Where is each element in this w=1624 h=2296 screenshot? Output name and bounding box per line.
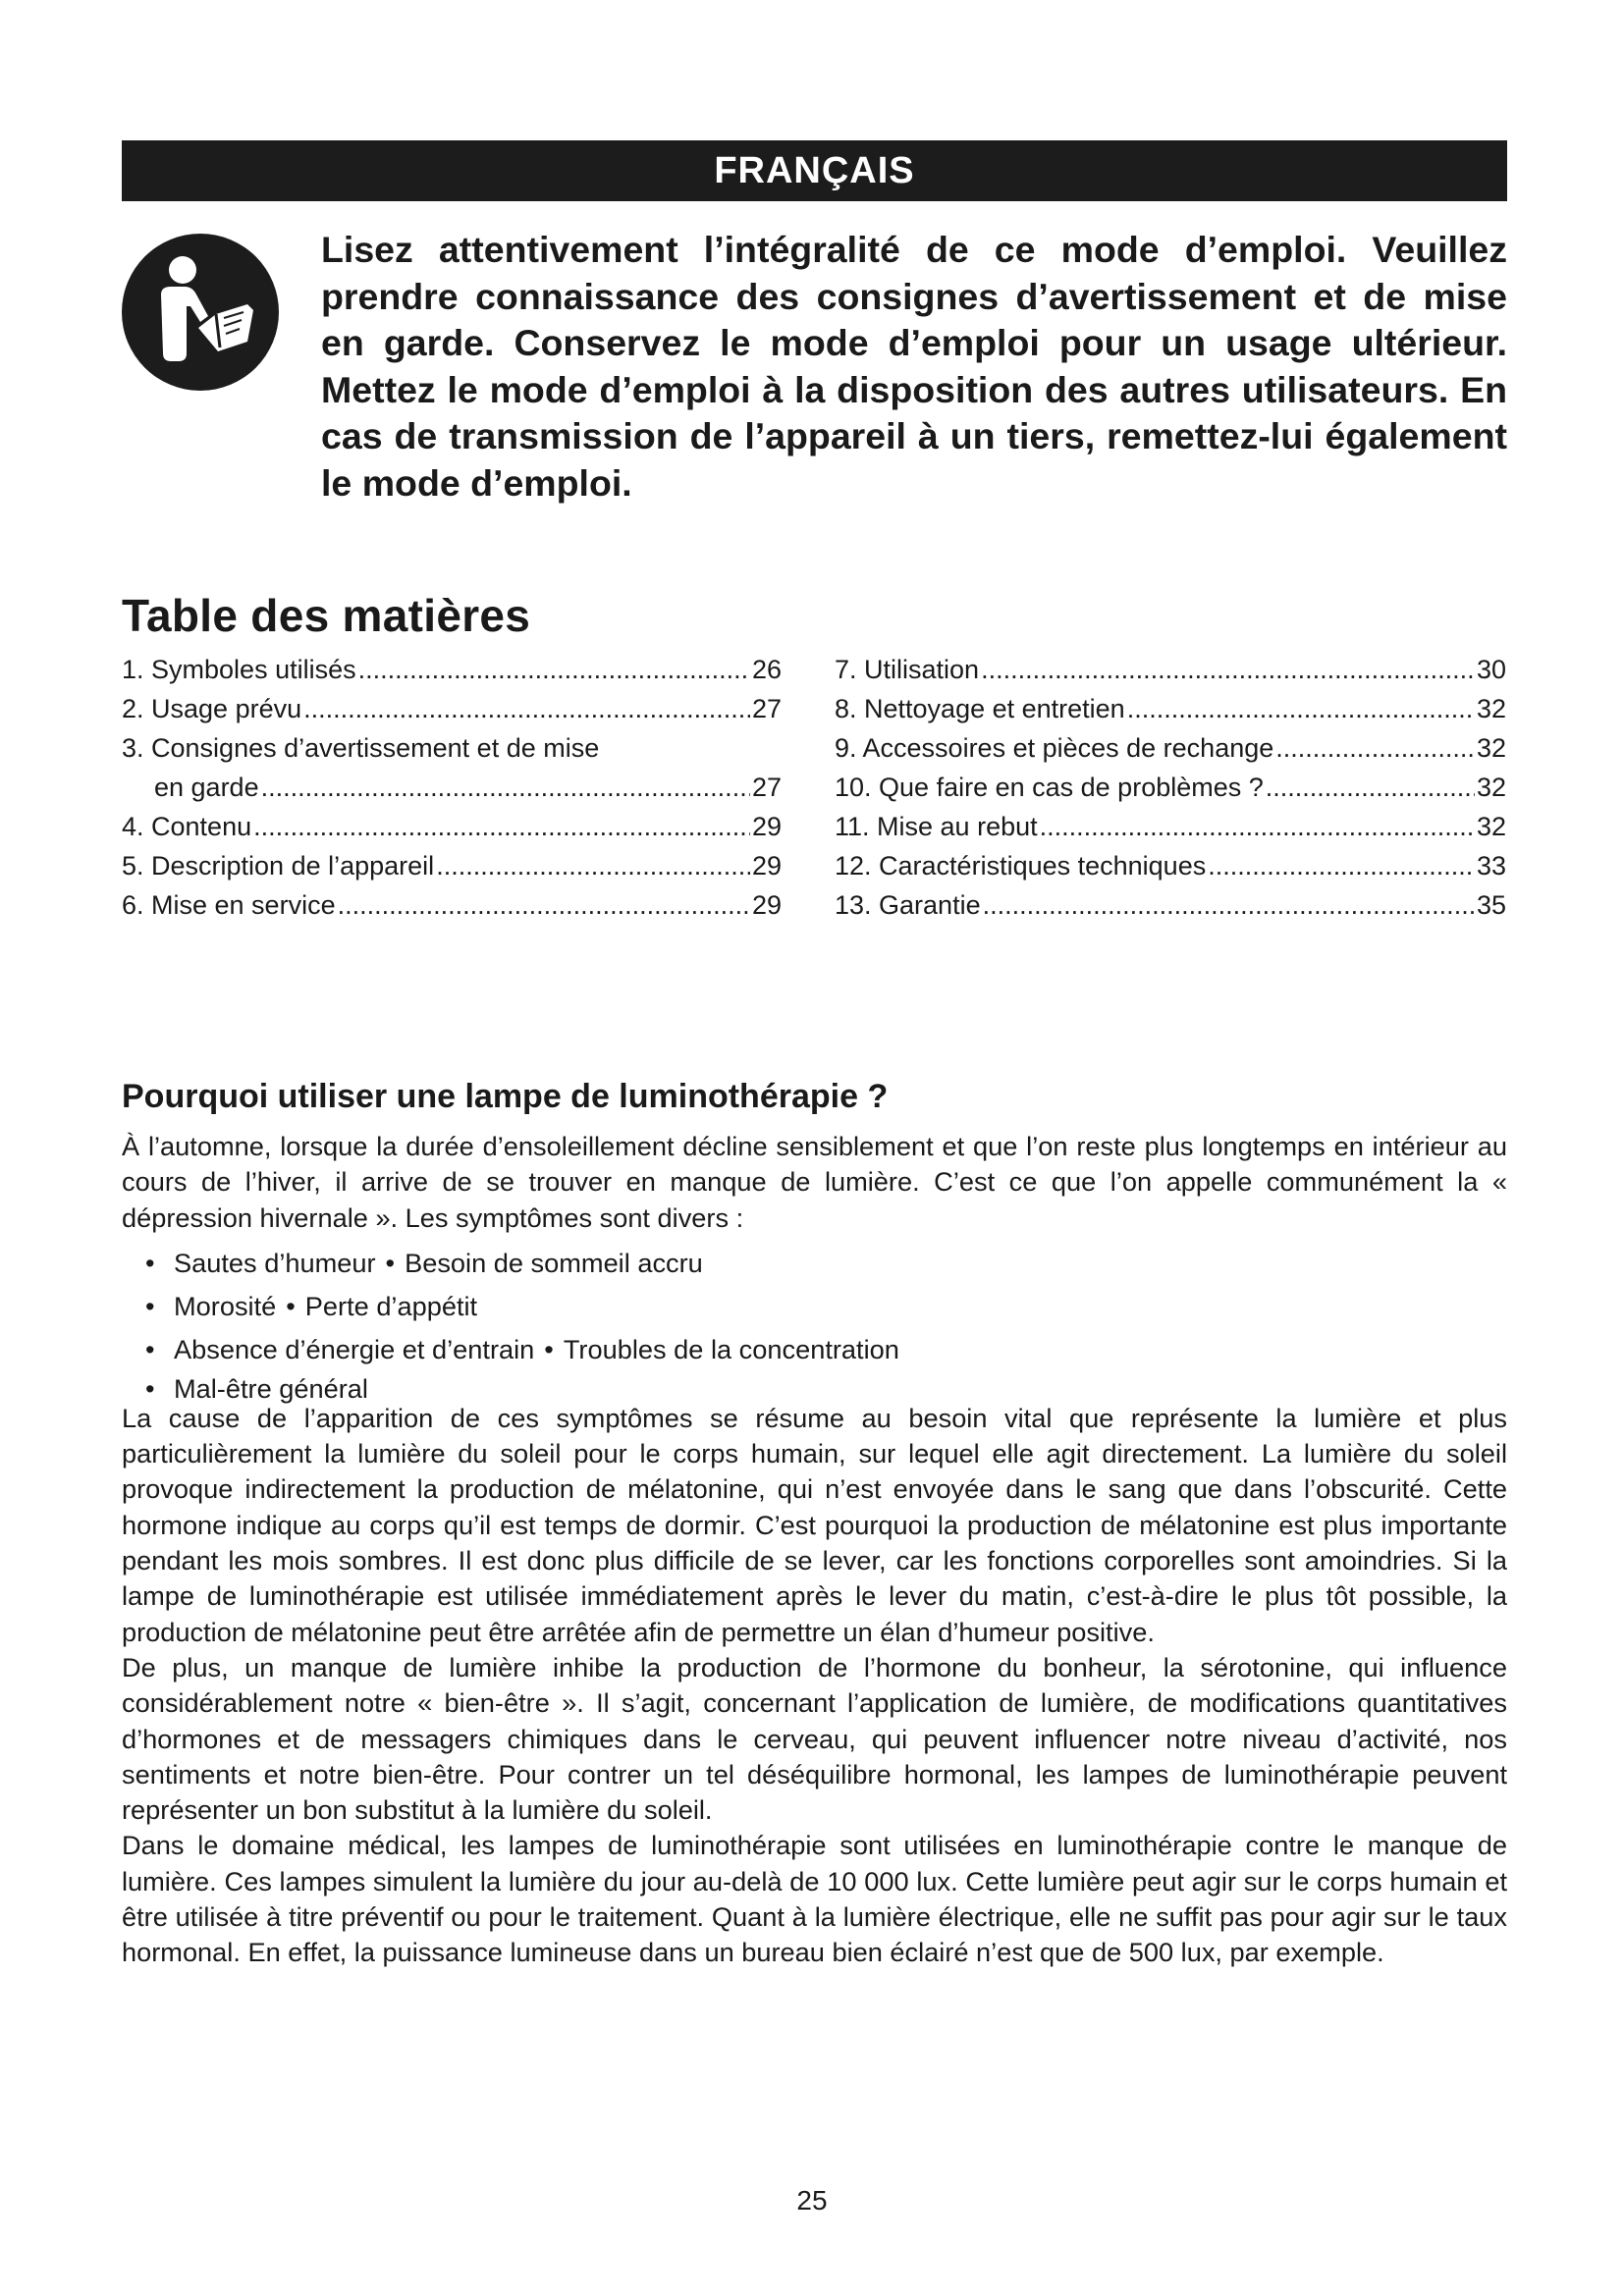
toc-item: 7. Utilisation ..... 30 [835, 650, 1506, 689]
read-manual-icon [122, 234, 279, 391]
toc-item: 13. Garantie ..... 35 [835, 885, 1506, 925]
section-body [122, 1129, 1507, 1971]
paragraph: Dans le domaine médical, les lampes de luminothérapie sont utilisées en luminothérapie contre le manque de lumière. Ces lampes simulent la lumière du jour au-delà de 10 000 lux. Cette lumière peut agir sur le corps humain et être utilisée à titre préventif ou pour le traitement. Quant à la lumière électrique, elle ne suffit pas pour agir sur le taux hormonal. En effet, la puissance lumineuse dans un bureau bien éclairé n’est que de 500 lux, par exemple. [122, 1830, 1507, 1968]
toc-item: 11. Mise au rebut ..... 32 [835, 807, 1506, 846]
toc-item: en garde ..... 27 [122, 768, 782, 807]
toc-item: 5. Description de l’appareil ..... 29 [122, 846, 782, 885]
toc-item: 10. Que faire en cas de problèmes ? ..... 32 [835, 768, 1506, 807]
language-header [122, 140, 1507, 201]
toc-item: 12. Caractéristiques techniques ..... 33 [835, 846, 1506, 885]
list-item: • Morosité • Perte d’appétit [145, 1290, 478, 1321]
language-label: FRANÇAIS [714, 149, 915, 191]
symptom-list [122, 1242, 1507, 1404]
page-number: 25 [796, 2185, 828, 2216]
toc-left-column [122, 650, 782, 925]
toc-item: 9. Accessoires et pièces de rechange ..... 32 [835, 728, 1506, 768]
intro-warning-text: Lisez attentivement l’intégralité de ce mode d’emploi. Veuillez prendre connaissance des consignes d’avertissement et de mise en garde. Conservez le mode d’emploi pour un usage ultérieur. Mettez le mode d’emploi à la disposition des autres utilisateurs. En cas de transmission de l’appareil à un tiers, remettez-lui également le mode d’emploi. [321, 229, 1507, 504]
section-title: Pourquoi utiliser une lampe de luminothérapie ? [122, 1078, 889, 1115]
list-item: • Mal-être général [145, 1372, 368, 1404]
toc-item: 3. Consignes d’avertissement et de mise [122, 733, 600, 763]
list-item: • Sautes d’humeur • Besoin de sommeil accru [145, 1247, 703, 1278]
toc-right-column [835, 650, 1506, 925]
toc-item: 4. Contenu ..... 29 [122, 807, 782, 846]
toc-item: 1. Symboles utilisés ..... 26 [122, 650, 782, 689]
toc-item: 2. Usage prévu ..... 27 [122, 689, 782, 728]
toc-title: Table des matières [122, 590, 531, 641]
paragraph: À l’automne, lorsque la durée d’ensoleillement décline sensiblement et que l’on reste plus longtemps en intérieur au cours de l’hiver, il arrive de se trouver en manque de lumière. C’est ce que l’on appelle communément la « dépression hivernale ». Les symptômes sont divers : [122, 1131, 1507, 1233]
paragraph: La cause de l’apparition de ces symptômes se résume au besoin vital que représente la lumière et plus particulièrement la lumière du soleil pour le corps humain, sur lequel elle agit directement. La lumière du soleil provoque indirectement la production de mélatonine, qui n’est envoyée dans le sang que dans l’obscurité. Cette hormone indique au corps qu’il est temps de dormir. C’est pourquoi la production de mélatonine est plus importante pendant les mois sombres. Il est donc plus difficile de se lever, car les fonctions corporelles sont amoindries. Si la lampe de luminothérapie est utilisée immédiatement après le lever du matin, c’est-à-dire le plus tôt possible, la production de mélatonine peut être arrêtée afin de permettre un élan d’humeur positive. [122, 1402, 1507, 1647]
toc-item: 8. Nettoyage et entretien ..... 32 [835, 689, 1506, 728]
toc-item: 6. Mise en service ..... 29 [122, 885, 782, 925]
paragraph: De plus, un manque de lumière inhibe la production de l’hormone du bonheur, la sérotonine, qui influence considérablement notre « bien-être ». Il s’agit, concernant l’application de lumière, de modifications quantitatives d’hormones et de messagers chimiques dans le cerveau, qui peuvent influencer notre niveau d’activité, nos sentiments et notre bien-être. Pour contrer un tel déséquilibre hormonal, les lampes de luminothérapie peuvent représenter un bon substitut à la lumière du soleil. [122, 1651, 1507, 1826]
list-item: • Absence d’énergie et d’entrain • Troubles de la concentration [145, 1333, 899, 1364]
